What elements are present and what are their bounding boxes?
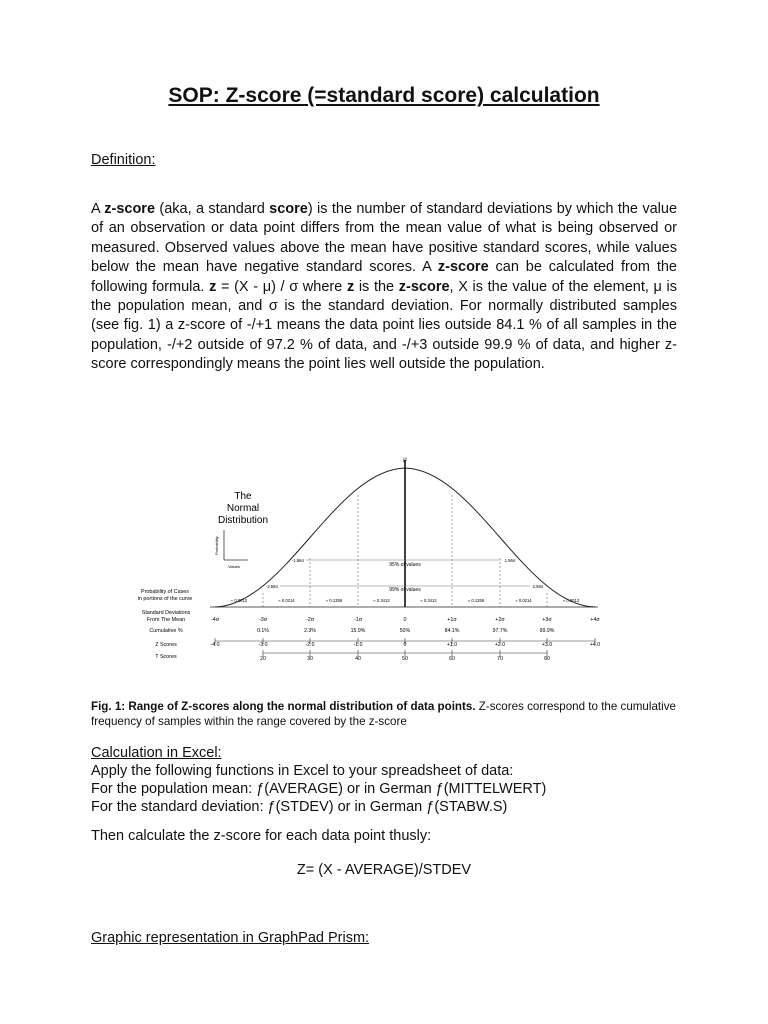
caption-text: Z-scores correspond to the cumulative frequency of samples within the range covered by the z-score [91, 700, 676, 728]
cumulative-value: 2.3% [304, 628, 316, 634]
probability-value: ≈ 0.0013 [230, 598, 248, 603]
para-text: can be calculated from the following formula. [91, 259, 677, 295]
z-score-value: -3.0 [258, 642, 268, 648]
row-label-sd: Standard Deviations [141, 610, 191, 616]
mini-axis-prob-label: Probability [214, 536, 219, 555]
para-text: ) is the number of standard deviations by which the value of an observation or data point differs from the mean value of what is being observed or measured. Observed values above the mean have positive standard scores, while values below the mean have negative standard scores. A [91, 201, 678, 276]
sd-value: +2σ [495, 617, 505, 623]
row-label-zscores: Z Scores [155, 642, 177, 648]
band-99-label: 99% of values [389, 587, 421, 593]
excel-line: Apply the following functions in Excel to your spreadsheet of data: [91, 763, 514, 779]
z-score-value: +2.0 [494, 642, 506, 648]
para-text: is the [354, 278, 399, 295]
para-text: , X is the value of the element, μ is the population mean, and σ is the standard deviation. For normally distributed samples (see fig. 1) a z-score of -/+1 means the data point lies outside 84.1 % of all samples in the population, -/+2 outside of 97.2 % of data, and -/+3 outside 99.9 % of data, and higher z-score correspondingly means the point lies well outside the population. [91, 278, 677, 373]
definition-paragraph [91, 200, 677, 375]
t-score-value: 20 [260, 656, 266, 662]
t-score-value: 50 [402, 656, 408, 662]
term-z-score: z-score [437, 259, 489, 276]
row-label-probability: in portions of the curve [137, 596, 193, 602]
caption-bold: Fig. 1: Range of Z-scores along the normal distribution of data points. [91, 700, 476, 713]
z-score-value: -4.0 [210, 642, 220, 648]
excel-section [91, 744, 546, 816]
cumulative-value: 97.7% [492, 628, 508, 634]
sd-value: -3σ [258, 617, 268, 623]
probability-value: ≈ 0.0214 [515, 598, 532, 603]
figure-title: Distribution [217, 515, 269, 526]
term-z: z [209, 278, 217, 295]
figure-title: The [234, 491, 252, 502]
band-95-label: 95% of values [389, 562, 421, 568]
row-label-sd: From The Mean [146, 617, 186, 623]
term-z-score: z-score [398, 278, 450, 295]
cumulative-value: 84.1% [444, 628, 460, 634]
row-label-cumulative: Cumulative % [149, 628, 183, 634]
para-text: A [91, 201, 105, 217]
probability-value: ≈ 0.0013 [562, 598, 580, 603]
t-score-value: 40 [355, 656, 361, 662]
z-score-value: 0 [403, 642, 407, 648]
para-text: (aka, a standard [155, 201, 270, 217]
sd-value: -1σ [353, 617, 363, 623]
t-score-value: 70 [497, 656, 503, 662]
z-score-value: +3.0 [541, 642, 553, 648]
band-95-left: -1.96σ [291, 558, 305, 563]
figure-title: Normal [226, 503, 260, 514]
probability-value: ≈ 0.3413 [420, 598, 437, 603]
cumulative-value: 15.9% [350, 628, 366, 634]
normal-distribution-figure [120, 450, 610, 665]
sd-value: +1σ [447, 617, 457, 623]
band-95-right: 1.96σ [504, 558, 516, 563]
figure-caption [91, 699, 677, 729]
graphpad-heading: Graphic representation in GraphPad Prism: [91, 930, 370, 946]
term-z-score: z-score [104, 201, 156, 217]
page-title: SOP: Z-score (=standard score) calculation [168, 84, 600, 107]
sd-value: -2σ [305, 617, 315, 623]
excel-heading: Calculation in Excel: [91, 745, 222, 761]
z-score-value: -1.0 [353, 642, 363, 648]
t-score-value: 30 [307, 656, 313, 662]
sd-value: 0 [403, 617, 407, 623]
excel-line: For the population mean: ƒ(AVERAGE) or in German ƒ(MITTELWERT) [91, 781, 547, 797]
definition-heading: Definition: [91, 152, 156, 168]
mean-label: μ [403, 457, 407, 463]
band-99-left: -2.58σ [265, 584, 279, 589]
sd-value: -4σ [210, 617, 220, 623]
cumulative-value: 50% [399, 628, 411, 634]
probability-value: ≈ 0.1359 [467, 598, 485, 603]
t-score-value: 80 [544, 656, 550, 662]
cumulative-value: 0.1% [257, 628, 269, 634]
row-label-tscores: T Scores [155, 654, 177, 660]
probability-value: ≈ 0.1359 [325, 598, 343, 603]
sd-value: +3σ [542, 617, 552, 623]
z-formula: Z= (X - AVERAGE)/STDEV [296, 862, 472, 878]
cumulative-value: 99.9% [539, 628, 555, 634]
term-z: z [346, 278, 355, 295]
excel-line: For the standard deviation: ƒ(STDEV) or in German ƒ(STABW.S) [91, 799, 508, 815]
z-score-value: -2.0 [305, 642, 315, 648]
para-text: = (X - μ) / σ where [216, 278, 347, 295]
term-score: score [269, 201, 308, 217]
probability-value: ≈ 0.3413 [373, 598, 390, 603]
row-label-probability: Probability of Cases [141, 589, 189, 595]
sd-value: +4σ [590, 617, 600, 623]
mini-axis-values-label: Values [228, 564, 240, 569]
probability-value: ≈ 0.0214 [278, 598, 295, 603]
z-score-value: +4.0 [589, 642, 601, 648]
t-score-value: 60 [449, 656, 455, 662]
then-text: Then calculate the z-score for each data point thusly: [91, 828, 432, 844]
band-99-right: 2.58σ [532, 584, 544, 589]
z-score-value: +1.0 [446, 642, 458, 648]
